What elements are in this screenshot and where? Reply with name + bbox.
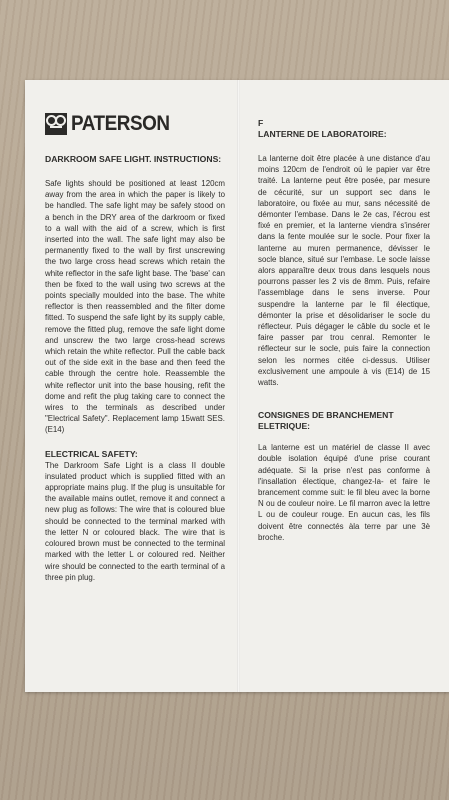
language-letter: F <box>258 118 264 128</box>
french-wiring-title: CONSIGNES DE BRANCHEMENT ELETRIQUE: <box>258 410 394 432</box>
french-instructions-text: La lanterne doit être placée à une distance d'au moins 120cm de l'endroit où le papier var être traité. La lanterne peut être posée, par mesure de cécurité, sur un support sec dans le laboratoire, ou fixée au mur, sans nécessité de démonter l'embase. Dans le 2e cas, l'écrou est fixé en premier, et la lanterne viendra s'insérer dans la fente moulée sur le socle. Pour fixer la lanterne au muren permanence, dévisser le socle blance, situé sur l'embase. Le socle laisse alors apparaître deux trous dans lesquels nous pourrons passer les 2 vis de 8mm. Puis, refaire l'assemblage dans le sens inverse. Pour suspendre la lanterne par le fil électique, démonter la prise et désolidariser le socle du réflecteur. Puis dégager le câble du socle et le faire passer par trou cenral. Remonter le réflecteur sur le socle, puis faire la connection selon les normes citée ci-dessus. Utiliser exclusivement une ampoule à vis (E14) de 15 watts. <box>258 154 430 388</box>
instructions-text: Safe lights should be positioned at least 120cm away from the area in which the paper is likely to be handled. The safe light may be safely stood on a bench in the DRY area of the darkroom or fixed to a wall with the aid of a screw, which is first inserted into the wall. The safe light may also be permanently fixed to the wall by first unscrewing the two large cross head screws which retain the white reflector in the safe light base. The 'base' can then be fixed to the wall using two screws at the points specially moulded into the base. The white reflector is then reassembled and the filter dome fitted. To suspend the safe light by its supply cable, remove the fitted plug, remove the safe light dome and unscrew the two large cross-head screws which retain the white reflector. Pull the cable back out of the side exit in the base and then feed the cable through the centre hole. Reassemble the white reflector unit into the base housing, refit the dome and refit the plug taking care to connect the wires to the terminals as described under "Electrical Safety". Replacement lamp 15watt SES. (E14) <box>45 179 225 435</box>
brand-header <box>45 112 225 136</box>
french-wiring-text: La lanterne est un matériel de classe II avec double isolation équipé d'une prise courant adéquate. Si la prise n'est pas conforme à l'insallation électique, changez-la- et faire le brancement comme suit: le fil bleu avec la borne N ou de couleur noire. Le fil marron avec la lettre L ou de couleur rouge. En aucun cas, les fils doivent être connectés àla terre par une 3è broche. <box>258 443 430 542</box>
electrical-safety-text: The Darkroom Safe Light is a class II double insulated product which is supplied fitted with an appropriate mains plug. If the plug is unsuitable for the available mains outlet, remove it and connect a new plug as follows: The wire that is coloured blue should be connected to the terminal marked with the letter N or coloured black. The wire that is coloured brown must be connected to the terminal marked with the letter L or coloured red. Neither wire should be connected to the earth terminal of a three pin plug. <box>45 460 225 582</box>
paterson-logo-icon <box>45 113 67 135</box>
english-column <box>45 112 225 583</box>
french-column <box>258 118 430 543</box>
electrical-safety-title: ELECTRICAL SAFETY: <box>45 448 138 459</box>
instructions-title: DARKROOM SAFE LIGHT. INSTRUCTIONS: <box>45 154 222 164</box>
brand-name: PATERSON <box>71 112 170 135</box>
paper-fold <box>237 80 240 692</box>
french-instructions-title: LANTERNE DE LABORATOIRE: <box>258 129 387 139</box>
